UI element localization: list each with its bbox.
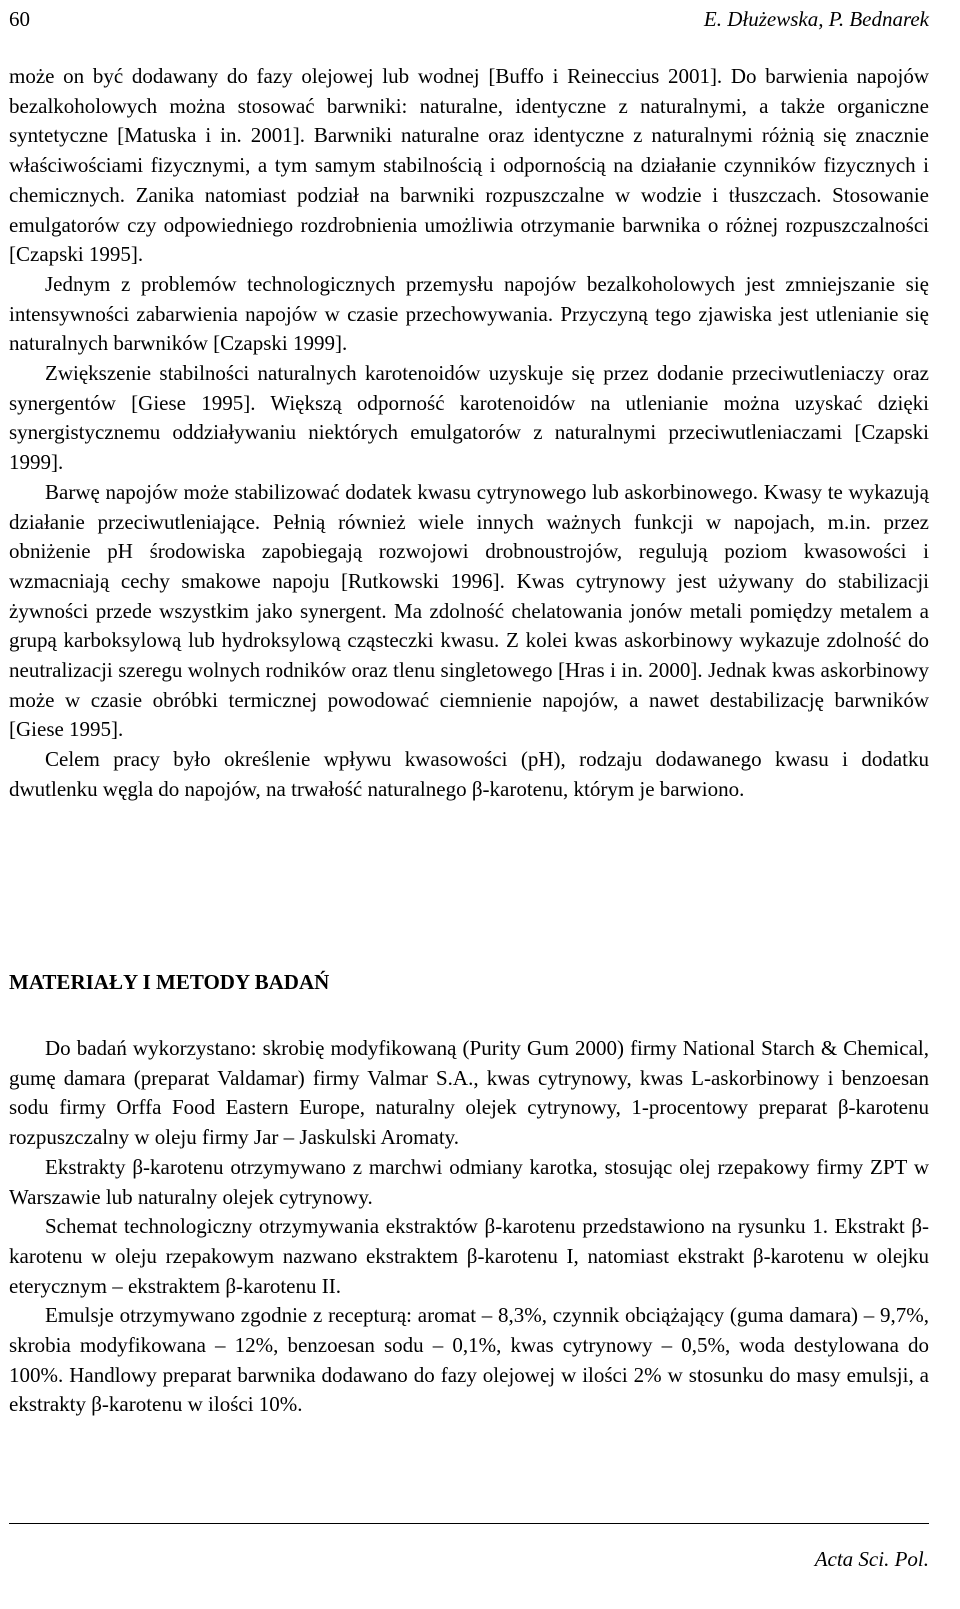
methods-text <box>9 1034 929 1420</box>
section-heading-methods: MATERIAŁY I METODY BADAŃ <box>9 970 330 994</box>
paragraph: Do badań wykorzystano: skrobię modyfikowaną (Purity Gum 2000) firmy National Starch & Chemical, gumę damara (preparat Valdamar) firmy Valmar S.A., kwas cytrynowy, kwas L-askorbinowy i benzoesan sodu firmy Orffa Food Eastern Europe, naturalny olejek cytrynowy, 1-procentowy preparat β-karotenu rozpuszczalny w oleju firmy Jar – Jaskulski Aromaty. <box>9 1036 929 1150</box>
paragraph: Ekstrakty β-karotenu otrzymywano z marchwi odmiany karotka, stosując olej rzepakowy firmy ZPT w Warszawie lub naturalny olejek cytrynowy. <box>9 1154 929 1209</box>
paragraph: Zwiększenie stabilności naturalnych karotenoidów uzyskuje się przez dodanie przeciwutleniaczy oraz synergentów [Giese 1995]. Większą odporność karotenoidów na utlenianie można uzyskać dzięki synergistycznemu oddziaływaniu niektórych emulgatorów z naturalnymi przeciwutleniaczami [Czapski 1999]. <box>9 361 929 475</box>
footer-rule <box>9 1523 929 1524</box>
paragraph-continuation: może on być dodawany do fazy olejowej lub wodnej [Buffo i Reineccius 2001]. Do barwienia napojów bezalkoholowych można stosować barwniki: naturalne, identyczne z naturalnymi, a także organiczne syntetyczne [Matuska i in. 2001]. Barwniki naturalne oraz identyczne z naturalnymi różnią się znacznie właściwościami fizycznymi, a tym samym stabilnością i odpornością na działanie czynników fizycznych i chemicznych. Zanika natomiast podział na barwniki rozpuszczalne w wodzie i tłuszczach. Stosowanie emulgatorów czy odpowiedniego rozdrobnienia umożliwia otrzymanie barwnika o różnej rozpuszczalności [Czapski 1995]. <box>9 64 929 267</box>
journal-footer: Acta Sci. Pol. <box>814 1547 929 1571</box>
page-number: 60 <box>9 7 30 31</box>
paragraph: Barwę napojów może stabilizować dodatek kwasu cytrynowego lub askorbinowego. Kwasy te wykazują działanie przeciwutleniające. Pełnią również wiele innych ważnych funkcji w napojach, m.in. przez obniżenie pH środowiska zapobiegają rozwojowi drobnoustrojów, regulują poziom kwasowości i wzmacniają cechy smakowe napoju [Rutkowski 1996]. Kwas cytrynowy jest używany do stabilizacji żywności przede wszystkim jako synergent. Ma zdolność chelatowania jonów metali pomiędzy metalem a grupą karboksylową lub hydroksylową cząsteczki kwasu. Z kolei kwas askorbinowy wykazuje zdolność do neutralizacji szeregu wolnych rodników oraz tlenu singletowego [Hras i in. 2000]. Jednak kwas askorbinowy może w czasie obróbki termicznej powodować ciemnienie napojów, a nawet destabilizację barwników [Giese 1995]. <box>9 479 929 742</box>
paragraph: Jednym z problemów technologicznych przemysłu napojów bezalkoholowych jest zmniejszanie się intensywności zabarwienia napojów w czasie przechowywania. Przyczyną tego zjawiska jest utlenianie się naturalnych barwników [Czapski 1999]. <box>9 271 929 356</box>
paragraph: Schemat technologiczny otrzymywania ekstraktów β-karotenu przedstawiono na rysunku 1. Ekstrakt β-karotenu w oleju rzepakowym nazwano ekstraktem β-karotenu I, natomiast ekstrakt β-karotenu w olejku eterycznym – ekstraktem β-karotenu II. <box>9 1214 929 1298</box>
paragraph: Emulsje otrzymywano zgodnie z recepturą: aromat – 8,3%, czynnik obciążający (guma damara) – 9,7%, skrobia modyfikowana – 12%, benzoesan sodu – 0,1%, kwas cytrynowy – 0,5%, woda destylowana do 100%. Handlowy preparat barwnika dodawano do fazy olejowej w ilości 2% w stosunku do masy emulsji, a ekstrakty β-karotenu w ilości 10%. <box>9 1303 929 1417</box>
running-head <box>9 2 929 36</box>
intro-text <box>9 62 929 805</box>
running-head-authors: E. Dłużewska, P. Bednarek <box>703 7 929 31</box>
paragraph-aim: Celem pracy było określenie wpływu kwasowości (pH), rodzaju dodawanego kwasu i dodatku dwutlenku węgla do napojów, na trwałość naturalnego β-karotenu, którym je barwiono. <box>9 747 929 801</box>
